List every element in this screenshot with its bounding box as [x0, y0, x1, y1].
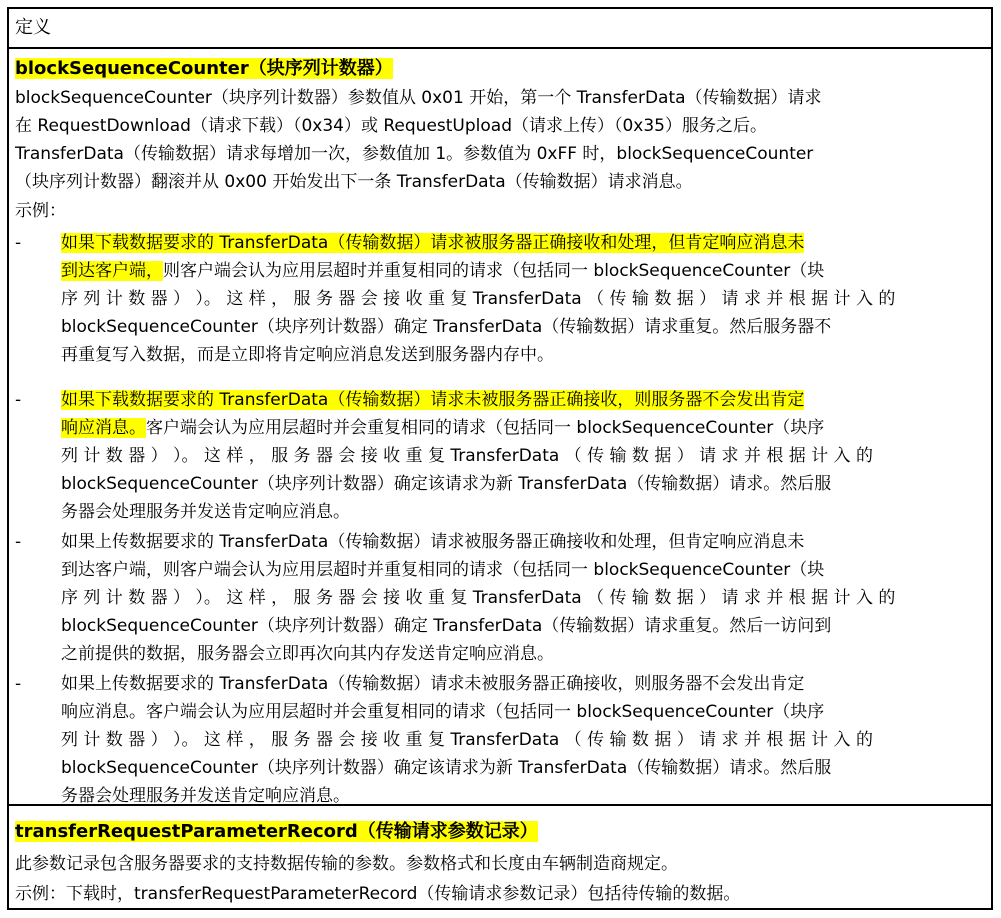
example-line: blockSequenceCounter（块序列计数器）确定 TransferData（传输数据）请求重复。然后服务器不 [61, 317, 832, 337]
list-dash: - [15, 532, 22, 552]
example-line [61, 231, 985, 255]
example-line: 再重复写入数据，而是立即将肯定响应消息发送到服务器内存中。 [61, 345, 554, 365]
example-text: 则客户端会认为应用层超时并重复相同的请求（包括同一 blockSequenceCounter（块 [163, 261, 825, 281]
example-text: 客户端会认为应用层超时并会重复相同的请求（包括同一 blockSequenceCounter（块序 [146, 418, 825, 438]
list-dash: - [15, 233, 22, 253]
example-line: blockSequenceCounter（块序列计数器）确定该请求为新 TransferData（传输数据）请求。然后服 [61, 474, 832, 494]
section-title-text: blockSequenceCounter（块序列计数器） [15, 58, 393, 79]
example-line: 到达客户端，则客户端会认为应用层超时并重复相同的请求（包括同一 blockSequenceCounter（块 [61, 560, 825, 580]
example-line: blockSequenceCounter（块序列计数器）确定该请求为新 TransferData（传输数据）请求。然后服 [61, 758, 832, 778]
example-line: 如果上传数据要求的 TransferData（传输数据）请求被服务器正确接收和处理，但肯定响应消息未 [61, 532, 805, 552]
section-transfer-request-parameter-record [9, 806, 991, 908]
section-title [15, 820, 985, 844]
example-line: 序 列 计 数 器 ） ）。 这 样 ， 服 务 器 会 接 收 重 复 TransferData （ 传 输 数 据 ） 请 求 并 根 据 计 入 的 [61, 289, 896, 309]
section-block-sequence-counter [9, 49, 991, 806]
example-line: 列 计 数 器 ） ）。 这 样 ， 服 务 器 会 接 收 重 复 TransferData （ 传 输 数 据 ） 请 求 并 根 据 计 入 的 [61, 730, 873, 750]
example-line: 如果上传数据要求的 TransferData（传输数据）请求未被服务器正确接收，则服务器不会发出肯定 [61, 674, 805, 694]
example-line [61, 259, 985, 283]
description-line: 此参数记录包含服务器要求的支持数据传输的参数。参数格式和长度由车辆制造商规定。 [15, 854, 678, 874]
example-line: 序 列 计 数 器 ） ）。 这 样 ， 服 务 器 会 接 收 重 复 TransferData （ 传 输 数 据 ） 请 求 并 根 据 计 入 的 [61, 588, 896, 608]
description-line: （块序列计数器）翻滚并从 0x00 开始发出下一条 TransferData（传输数据）请求消息。 [15, 172, 693, 192]
section-title-text: transferRequestParameterRecord（传输请求参数记录） [15, 821, 538, 842]
section-title [15, 57, 985, 81]
example-line: 响应消息。客户端会认为应用层超时并会重复相同的请求（包括同一 blockSequenceCounter（块序 [61, 702, 825, 722]
example-line: 示例：下载时，transferRequestParameterRecord（传输请求参数记录）包括待传输的数据。 [15, 884, 741, 904]
definition-table [7, 7, 993, 910]
example-label: 示例： [15, 201, 66, 221]
description-line: TransferData（传输数据）请求每增加一次，参数值加 1。参数值为 0xFF 时，blockSequenceCounter [15, 144, 814, 164]
example-line: 之前提供的数据，服务器会立即再次向其内存发送肯定响应消息。 [61, 644, 554, 664]
example-line: 列 计 数 器 ） ）。 这 样 ， 服 务 器 会 接 收 重 复 TransferData （ 传 输 数 据 ） 请 求 并 根 据 计 入 的 [61, 446, 873, 466]
highlighted-text: 响应消息。 [61, 418, 146, 438]
highlighted-text: 如果下载数据要求的 TransferData（传输数据）请求未被服务器正确接收，则服务器不会发出肯定 [61, 390, 805, 410]
list-dash: - [15, 674, 22, 694]
description-line: blockSequenceCounter（块序列计数器）参数值从 0x01 开始，第一个 TransferData（传输数据）请求 [15, 88, 822, 108]
list-dash: - [15, 390, 22, 410]
example-line [61, 416, 985, 440]
table-header-row [9, 9, 991, 49]
example-line [61, 388, 985, 412]
example-line: 务器会处理服务并发送肯定响应消息。 [61, 502, 350, 522]
highlighted-text: 到达客户端， [61, 261, 163, 281]
description-line: 在 RequestDownload（请求下载）（0x34）或 RequestUpload（请求上传）（0x35）服务之后。 [15, 116, 767, 136]
example-line: blockSequenceCounter（块序列计数器）确定 TransferData（传输数据）请求重复。然后一访问到 [61, 616, 832, 636]
highlighted-text: 如果下载数据要求的 TransferData（传输数据）请求被服务器正确接收和处理，但肯定响应消息未 [61, 233, 805, 253]
example-line: 务器会处理服务并发送肯定响应消息。 [61, 786, 350, 806]
header-label: 定义 [15, 17, 51, 38]
